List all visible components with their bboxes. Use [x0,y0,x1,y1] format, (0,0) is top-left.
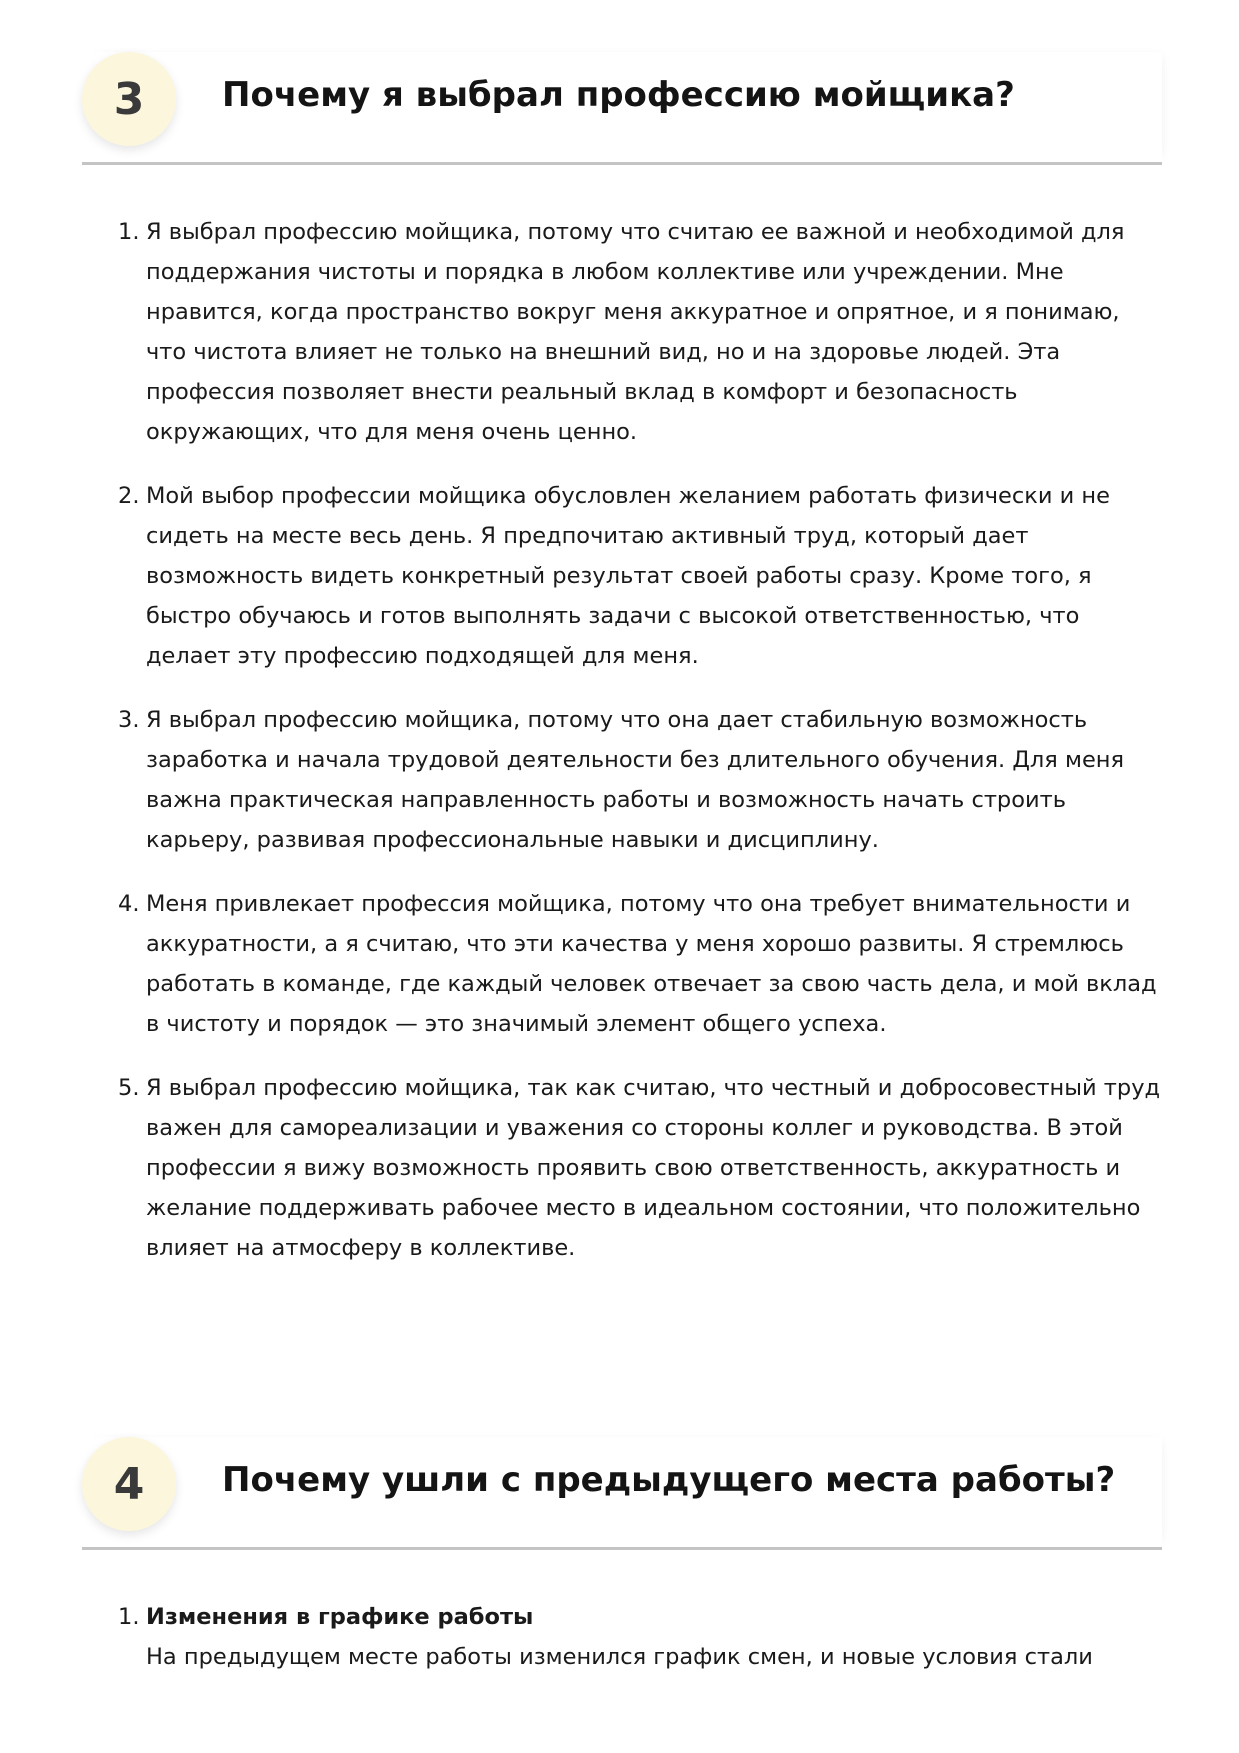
list-item-text: Меня привлекает профессия мойщика, потому что она требует внимательности и аккуратности, а я считаю, что эти качества у меня хорошо развиты. Я стремлюсь работать в команде, где каждый человек отвечает за свою часть дела, и мой вклад в чистоту и порядок — это значимый элемент общего успеха. [146,891,1157,1037]
section-title: Почему я выбрал профессию мойщика? [222,75,1015,115]
list-item [82,1597,1162,1677]
list-item-number: 4. [118,891,140,917]
list-item-title: Изменения в графике работы [146,1604,534,1630]
list-item [82,476,1162,676]
section-4 [82,1437,1162,1701]
answer-list [82,1597,1162,1677]
list-item [82,212,1162,452]
list-item-number: 3. [118,707,140,733]
section-header [82,52,1162,165]
list-item [82,700,1162,860]
list-item-number: 1. [118,1604,140,1630]
section-header [82,1437,1162,1550]
section-number-badge: 3 [82,52,176,146]
section-3 [82,52,1162,1292]
list-item-text: Я выбрал профессию мойщика, потому что считаю ее важной и необходимой для поддержания чистоты и порядка в любом коллективе или учреждении. Мне нравится, когда пространство вокруг меня аккуратное и опрятное, и я понимаю, что чистота влияет не только на внешний вид, но и на здоровье людей. Эта профессия позволяет внести реальный вклад в комфорт и безопасность окружающих, что для меня очень ценно. [146,219,1125,445]
answer-list [82,212,1162,1268]
list-item-text: Я выбрал профессию мойщика, так как считаю, что честный и добросовестный труд важен для самореализации и уважения со стороны коллег и руководства. В этой профессии я вижу возможность проявить свою ответственность, аккуратность и желание поддерживать рабочее место в идеальном состоянии, что положительно влияет на атмосферу в коллективе. [146,1075,1161,1261]
section-title: Почему ушли с предыдущего места работы? [222,1460,1116,1500]
list-item-number: 1. [118,219,140,245]
list-item-text: На предыдущем месте работы изменился график смен, и новые условия стали [146,1644,1093,1670]
list-item [82,1068,1162,1268]
list-item-number: 5. [118,1075,140,1101]
section-number-badge: 4 [82,1437,176,1531]
list-item-text: Я выбрал профессию мойщика, потому что она дает стабильную возможность заработка и начала трудовой деятельности без длительного обучения. Для меня важна практическая направленность работы и возможность начать строить карьеру, развивая профессиональные навыки и дисциплину. [146,707,1125,853]
list-item-text: Мой выбор профессии мойщика обусловлен желанием работать физически и не сидеть на месте весь день. Я предпочитаю активный труд, который дает возможность видеть конкретный результат своей работы сразу. Кроме того, я быстро обучаюсь и готов выполнять задачи с высокой ответственностью, что делает эту профессию подходящей для меня. [146,483,1110,669]
list-item [82,884,1162,1044]
list-item-number: 2. [118,483,140,509]
